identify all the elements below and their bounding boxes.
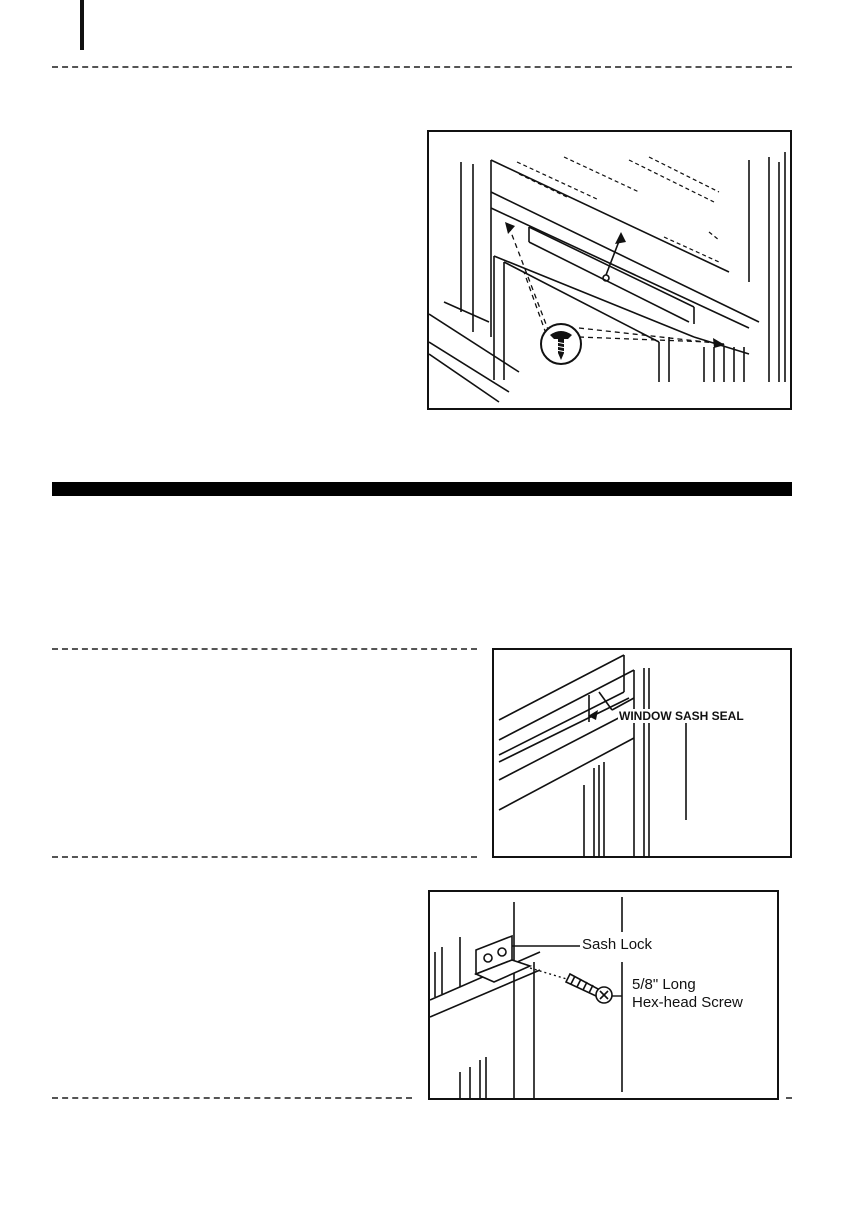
sash-lock-bracket — [476, 936, 530, 982]
divider-sash-seal-top — [52, 648, 477, 650]
divider-top — [52, 66, 792, 68]
figure-sash-lock — [428, 890, 779, 1100]
divider-bottom — [52, 1097, 412, 1099]
divider-bottom-right — [786, 1097, 792, 1099]
divider-sash-seal-bottom — [52, 856, 477, 858]
hex-head-screw-icon — [566, 974, 612, 1003]
hex-head-screw-label-line1: 5/8" Long — [632, 976, 696, 993]
figure-window-top-screws — [427, 130, 792, 410]
window-top-illustration — [429, 132, 790, 408]
hex-head-screw-label-line2: Hex-head Screw — [632, 994, 743, 1011]
figure-window-sash-seal — [492, 648, 792, 858]
sash-lock-label: Sash Lock — [582, 936, 653, 953]
page-header-marker — [80, 0, 84, 50]
window-sash-seal-illustration — [494, 650, 790, 856]
section-header-bar — [52, 482, 792, 496]
screw-icon — [541, 324, 581, 364]
window-sash-seal-label: WINDOW SASH SEAL — [619, 709, 744, 723]
